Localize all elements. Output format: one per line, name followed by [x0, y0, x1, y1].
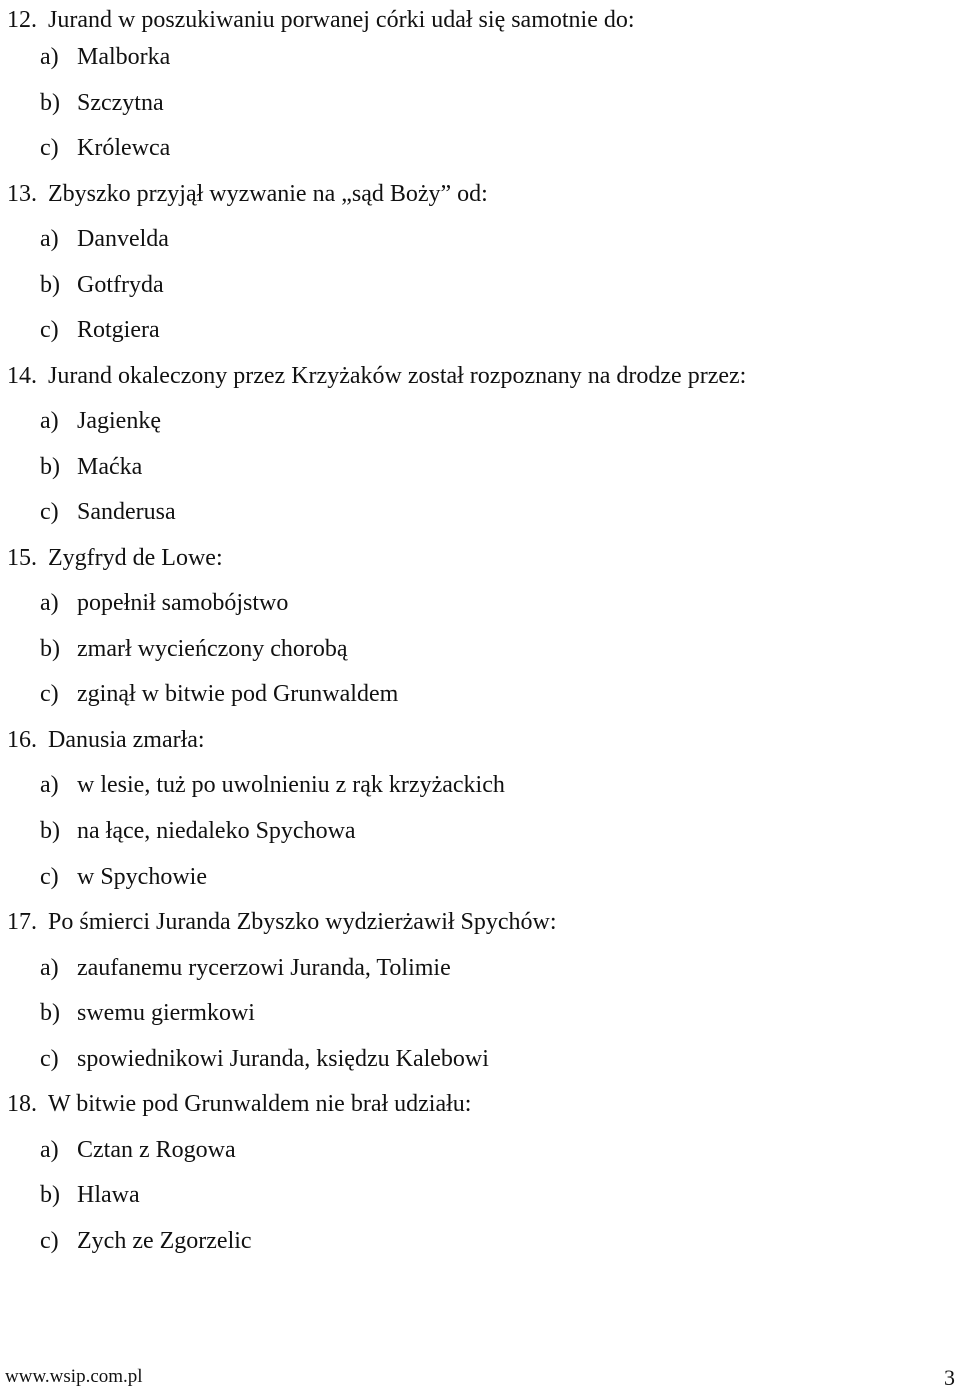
answer-letter: b) — [40, 818, 60, 844]
answer-text: zmarł wycieńczony chorobą — [77, 636, 348, 662]
question-text: Jurand w poszukiwaniu porwanej córki udał się samotnie do: — [48, 7, 635, 33]
page-number: 3 — [944, 1365, 955, 1390]
answer-letter: c) — [40, 135, 59, 161]
answer-text: Gotfryda — [77, 272, 164, 298]
answer-text: Królewca — [77, 135, 171, 161]
answer-letter: a) — [40, 226, 59, 252]
answer-letter: b) — [40, 90, 60, 116]
question-text: Jurand okaleczony przez Krzyżaków został rozpoznany na drodze przez: — [48, 363, 747, 389]
answer-letter: b) — [40, 1000, 60, 1026]
answer-text: popełnił samobójstwo — [77, 590, 289, 616]
answer-letter: a) — [40, 408, 59, 434]
answer-text: spowiednikowi Juranda, księdzu Kalebowi — [77, 1046, 489, 1072]
answer-text: Maćka — [77, 454, 143, 480]
answer-letter: c) — [40, 681, 59, 707]
answer-letter: c) — [40, 317, 59, 343]
question-number: 16. — [7, 727, 37, 753]
answer-text: Hlawa — [77, 1182, 140, 1208]
answer-text: Jagienkę — [77, 408, 161, 434]
question-number: 15. — [7, 545, 37, 571]
answer-letter: c) — [40, 1228, 59, 1254]
answer-text: Szczytna — [77, 90, 164, 116]
answer-text: na łące, niedaleko Spychowa — [77, 818, 356, 844]
answer-text: zaufanemu rycerzowi Juranda, Tolimie — [77, 955, 451, 981]
answer-letter: c) — [40, 864, 59, 890]
answer-letter: b) — [40, 272, 60, 298]
answer-letter: b) — [40, 454, 60, 480]
answer-letter: a) — [40, 772, 59, 798]
question-text: Po śmierci Juranda Zbyszko wydzierżawił Spychów: — [48, 909, 557, 935]
answer-text: zginął w bitwie pod Grunwaldem — [77, 681, 399, 707]
answer-text: w lesie, tuż po uwolnieniu z rąk krzyżackich — [77, 772, 505, 798]
answer-text: swemu giermkowi — [77, 1000, 255, 1026]
question-text: Danusia zmarła: — [48, 727, 205, 753]
question-number: 18. — [7, 1091, 37, 1117]
footer-url: www.wsip.com.pl — [5, 1366, 143, 1387]
answer-text: Danvelda — [77, 226, 169, 252]
question-number: 14. — [7, 363, 37, 389]
question-text: Zygfryd de Lowe: — [48, 545, 223, 571]
answer-letter: a) — [40, 590, 59, 616]
question-text: W bitwie pod Grunwaldem nie brał udziału: — [48, 1091, 472, 1117]
question-text: Zbyszko przyjął wyzwanie na „sąd Boży” od: — [48, 181, 488, 207]
answer-letter: b) — [40, 636, 60, 662]
answer-letter: a) — [40, 955, 59, 981]
answer-text: Malborka — [77, 44, 171, 70]
question-number: 13. — [7, 181, 37, 207]
answer-text: Zych ze Zgorzelic — [77, 1228, 252, 1254]
answer-letter: b) — [40, 1182, 60, 1208]
answer-text: Cztan z Rogowa — [77, 1137, 236, 1163]
answer-letter: c) — [40, 499, 59, 525]
answer-letter: a) — [40, 1137, 59, 1163]
question-number: 12. — [7, 7, 37, 33]
answer-text: Rotgiera — [77, 317, 160, 343]
question-number: 17. — [7, 909, 37, 935]
answer-text: Sanderusa — [77, 499, 176, 525]
answer-text: w Spychowie — [77, 864, 207, 890]
answer-letter: c) — [40, 1046, 59, 1072]
answer-letter: a) — [40, 44, 59, 70]
